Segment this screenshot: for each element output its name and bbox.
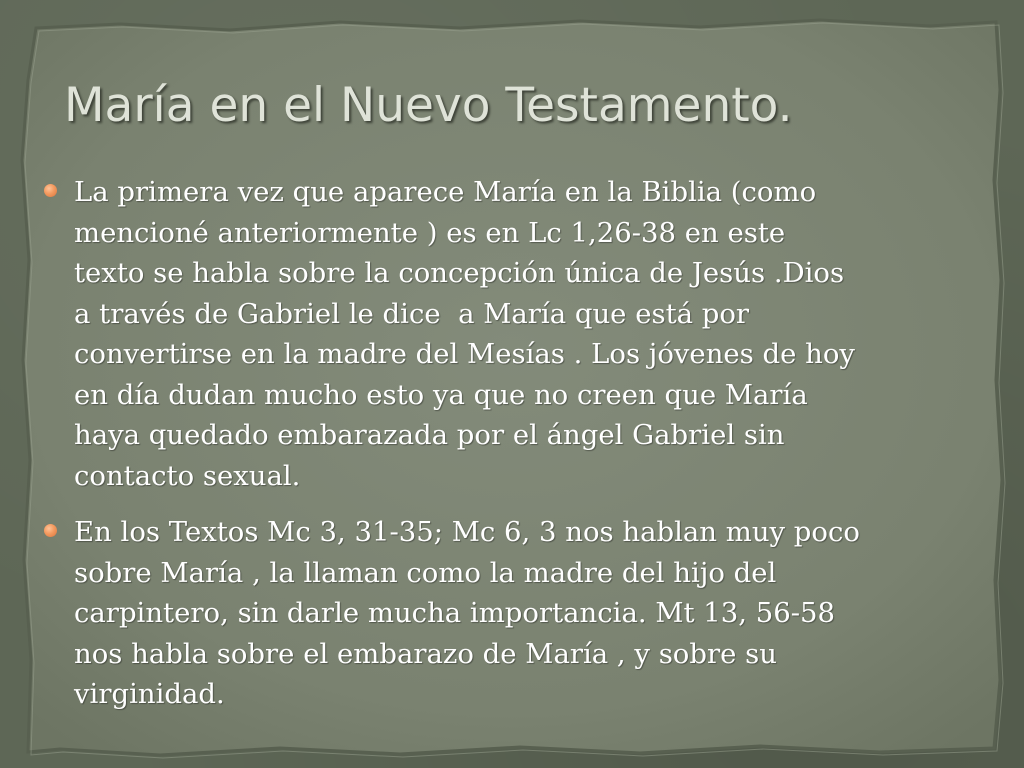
bullet-line: carpintero, sin darle mucha importancia. Mt 13, 56-58 (74, 597, 836, 629)
bullet-line: en día dudan mucho esto ya que no creen que María (74, 378, 808, 411)
bullet-text (74, 512, 958, 715)
bullet-line: La primera vez que aparece María en la Biblia (como (74, 176, 817, 208)
slide-title: María en el Nuevo Testamento. (64, 78, 793, 133)
bullet-line: texto se habla sobre la concepción única de Jesús .Dios (74, 257, 845, 289)
bullet-line: mencioné anteriormente ) es en Lc 1,26-38 en este (74, 216, 786, 249)
bullet-line: contacto sexual. (74, 459, 301, 492)
bullet-line: convertirse en la madre del Mesías . Los jóvenes de hoy (74, 338, 855, 370)
bullet-dot-icon (44, 524, 57, 537)
bullet-list (38, 172, 958, 731)
bullet-dot-icon (44, 184, 57, 197)
bullet-line: a través de Gabriel le dice a María que está por (74, 297, 750, 330)
bullet-line: virginidad. (74, 678, 225, 710)
bullet-line: nos habla sobre el embarazo de María , y sobre su (74, 637, 777, 670)
bullet-line: En los Textos Mc 3, 31-35; Mc 6, 3 nos hablan muy poco (74, 516, 860, 548)
bullet-line: sobre María , la llaman como la madre del hijo del (74, 556, 777, 589)
bullet-line: haya quedado embarazada por el ángel Gabriel sin (74, 419, 785, 451)
bullet-item (38, 512, 958, 715)
bullet-item (38, 172, 958, 496)
bullet-text (74, 172, 958, 496)
